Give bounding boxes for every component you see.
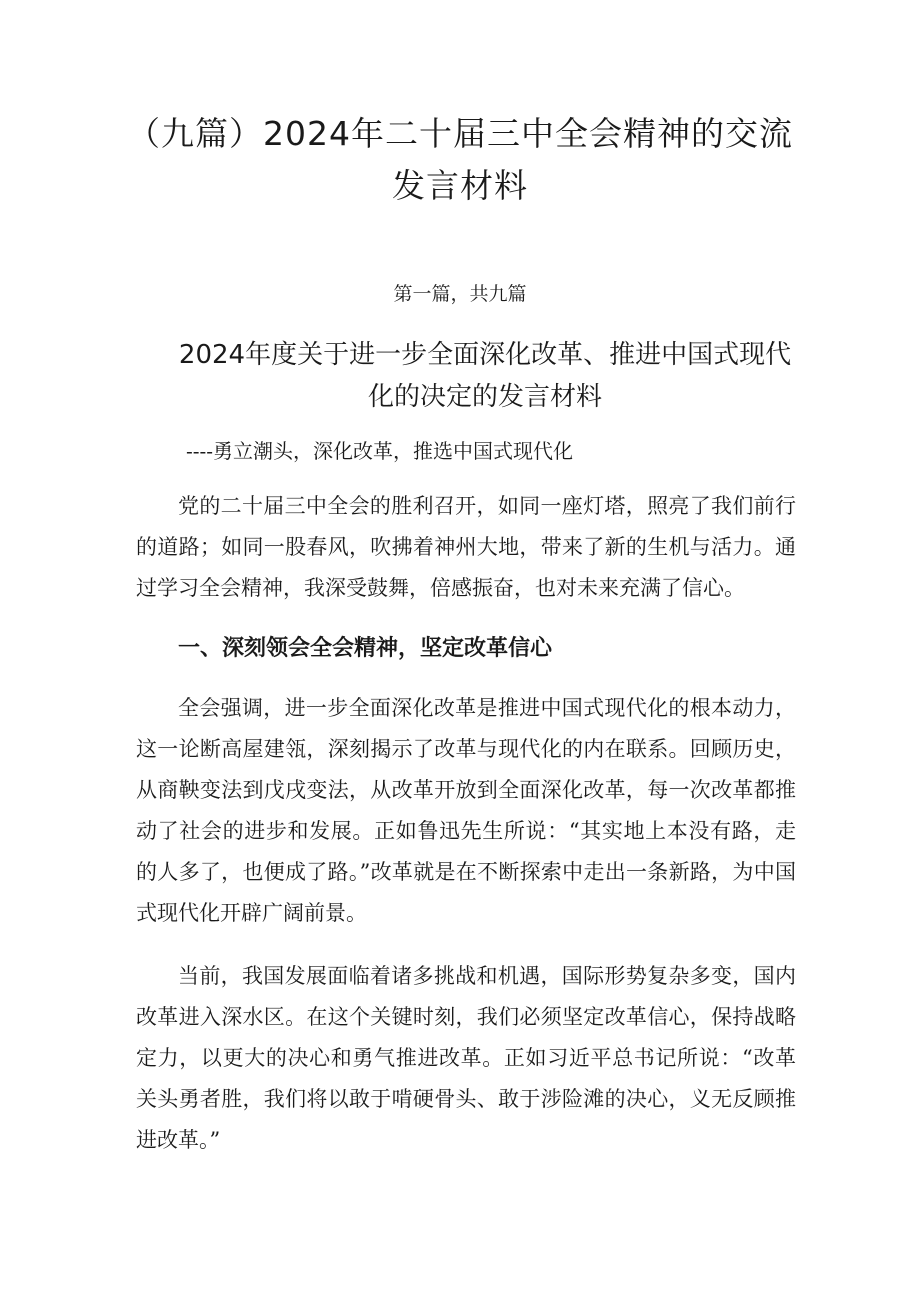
- part-title: 2024年度关于进一步全面深化改革、推进中国式现代化的决定的发言材料: [178, 340, 792, 412]
- document-title: （九篇）2024年二十届三中全会精神的交流发言材料: [127, 114, 793, 205]
- section-paragraph: 当前，我国发展面临着诸多挑战和机遇，国际形势复杂多变，国内改革进入深水区。在这个关键时刻，我们必须坚定改革信心，保持战略定力，以更大的决心和勇气推进改革。正如习近平总书记所说：“改革关头勇者胜，我们将以敢于啃硬骨头、敢于涉险滩的决心，义无反顾推进改革。”: [136, 964, 796, 1152]
- section-heading: 一、深刻领会全会精神，坚定改革信心: [178, 636, 553, 661]
- part-label: 第一篇，共九篇: [393, 283, 527, 305]
- subtitle: ----勇立潮头，深化改革，推选中国式现代化: [186, 439, 574, 463]
- section-paragraph: 全会强调，进一步全面深化改革是推进中国式现代化的根本动力，这一论断高屋建瓴，深刻揭示了改革与现代化的内在联系。回顾历史，从商鞅变法到戊戌变法，从改革开放到全面深化改革，每一次改革都推动了社会的进步和发展。正如鲁迅先生所说：“其实地上本没有路，走的人多了，也便成了路。”改革就是在不断探索中走出一条新路，为中国式现代化开辟广阔前景。: [136, 696, 796, 925]
- intro-paragraph: 党的二十届三中全会的胜利召开，如同一座灯塔，照亮了我们前行的道路；如同一股春风，吹拂着神州大地，带来了新的生机与活力。通过学习全会精神，我深受鼓舞，倍感振奋，也对未来充满了信心。: [136, 494, 796, 600]
